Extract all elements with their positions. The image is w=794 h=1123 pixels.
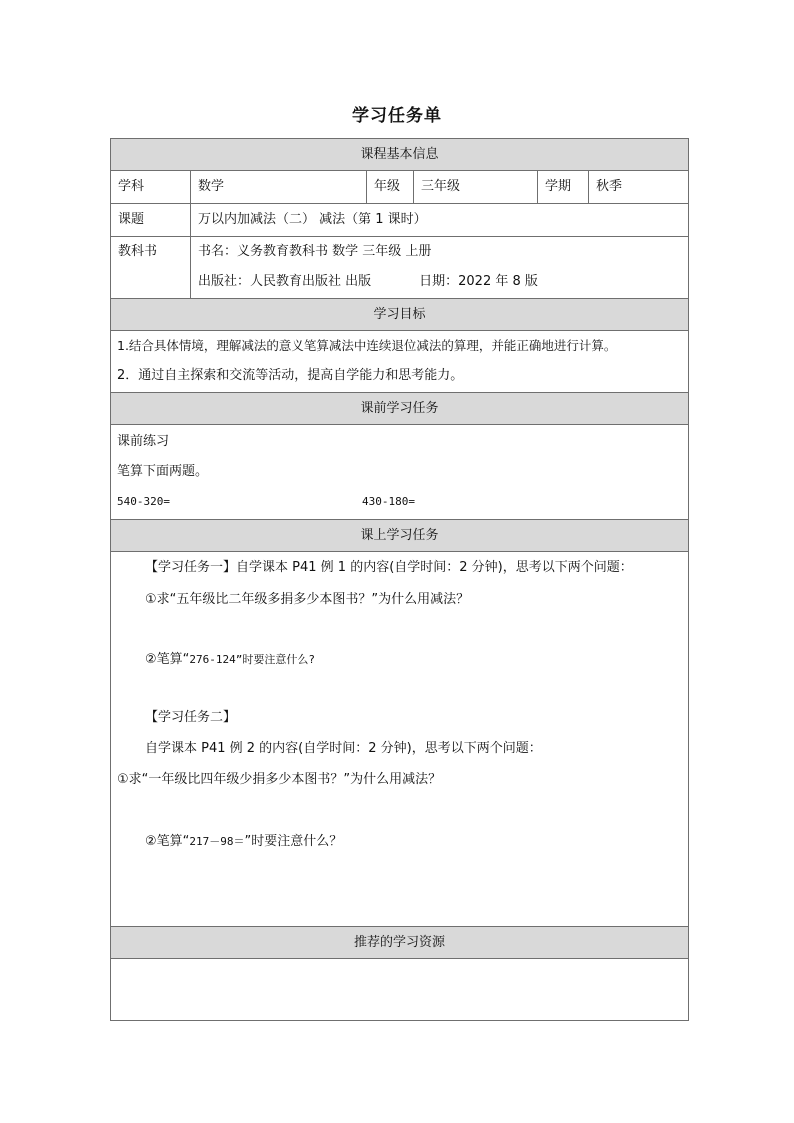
term-label: 学期 <box>538 171 589 204</box>
topic-label: 课题 <box>111 204 191 237</box>
resources-row <box>111 959 689 1021</box>
pre-class-content <box>111 425 689 520</box>
task1-title: 【学习任务一】 <box>145 560 237 575</box>
info-row-subject <box>111 171 689 204</box>
problem-2: 430-180= <box>362 495 415 508</box>
goal-item-2: 2．通过自主探索和交流等活动，提高自学能力和思考能力。 <box>117 368 464 383</box>
pre-class-heading: 课前练习 <box>117 434 170 449</box>
section-header-row <box>111 393 689 425</box>
pre-class-problems <box>117 488 682 518</box>
task2-intro: 自学课本 P41 例 2 的内容(自学时间：2 分钟)，思考以下两个问题： <box>145 741 542 756</box>
task2-question-1: ①求“一年级比四年级少捐多少本图书？”为什么用减法？ <box>117 772 442 787</box>
section-pre-class: 课前学习任务 <box>111 393 689 425</box>
task-sheet-table <box>110 138 689 1021</box>
task2-expression: 217－98＝ <box>189 835 245 848</box>
goals-row <box>111 331 689 393</box>
grade-value: 三年级 <box>414 171 538 204</box>
in-class-content <box>111 552 689 927</box>
edition-date: 日期：2022 年 8 版 <box>419 274 538 289</box>
section-header-row <box>111 927 689 959</box>
section-header-row <box>111 139 689 171</box>
subject-value: 数学 <box>191 171 367 204</box>
section-resources: 推荐的学习资源 <box>111 927 689 959</box>
pre-class-instruction: 笔算下面两题。 <box>117 464 209 479</box>
task2-question-2: ②笔算“217－98＝”时要注意什么？ <box>145 834 343 849</box>
textbook-label: 教科书 <box>111 237 191 299</box>
section-in-class: 课上学习任务 <box>111 520 689 552</box>
publisher: 出版社：人民教育出版社 出版 <box>198 274 372 289</box>
subject-label: 学科 <box>111 171 191 204</box>
resources-content <box>111 959 689 1021</box>
pre-class-row <box>111 425 689 520</box>
task1-question-1: ①求“五年级比二年级多捐多少本图书？”为什么用减法？ <box>145 592 470 607</box>
grade-label: 年级 <box>367 171 414 204</box>
document-title: 学习任务单 <box>352 106 442 126</box>
textbook-details <box>191 237 689 299</box>
book-name: 书名：义务教育教科书 数学 三年级 上册 <box>198 244 432 259</box>
task2-title: 【学习任务二】 <box>145 710 237 725</box>
problem-1: 540-320= <box>117 495 170 508</box>
term-value: 秋季 <box>589 171 689 204</box>
task1-expression: 276-124 <box>189 653 236 666</box>
section-header-row <box>111 299 689 331</box>
section-goals: 学习目标 <box>111 299 689 331</box>
info-row-topic <box>111 204 689 237</box>
goals-content <box>111 331 689 393</box>
goal-item-1: 1.结合具体情境，理解减法的意义笔算减法中连续退位减法的算理，并能正确地进行计算。 <box>117 338 617 353</box>
topic-value: 万以内加减法（二） 减法（第 1 课时） <box>191 204 689 237</box>
publisher-line <box>198 267 681 297</box>
in-class-row <box>111 552 689 927</box>
info-row-textbook <box>111 237 689 299</box>
task1-question-2: ②笔算“276-124”时要注意什么? <box>145 652 315 667</box>
task1-intro: 自学课本 P41 例 1 的内容(自学时间：2 分钟)，思考以下两个问题： <box>236 560 633 575</box>
section-basic-info: 课程基本信息 <box>111 139 689 171</box>
section-header-row <box>111 520 689 552</box>
task1-intro-line <box>117 552 682 584</box>
